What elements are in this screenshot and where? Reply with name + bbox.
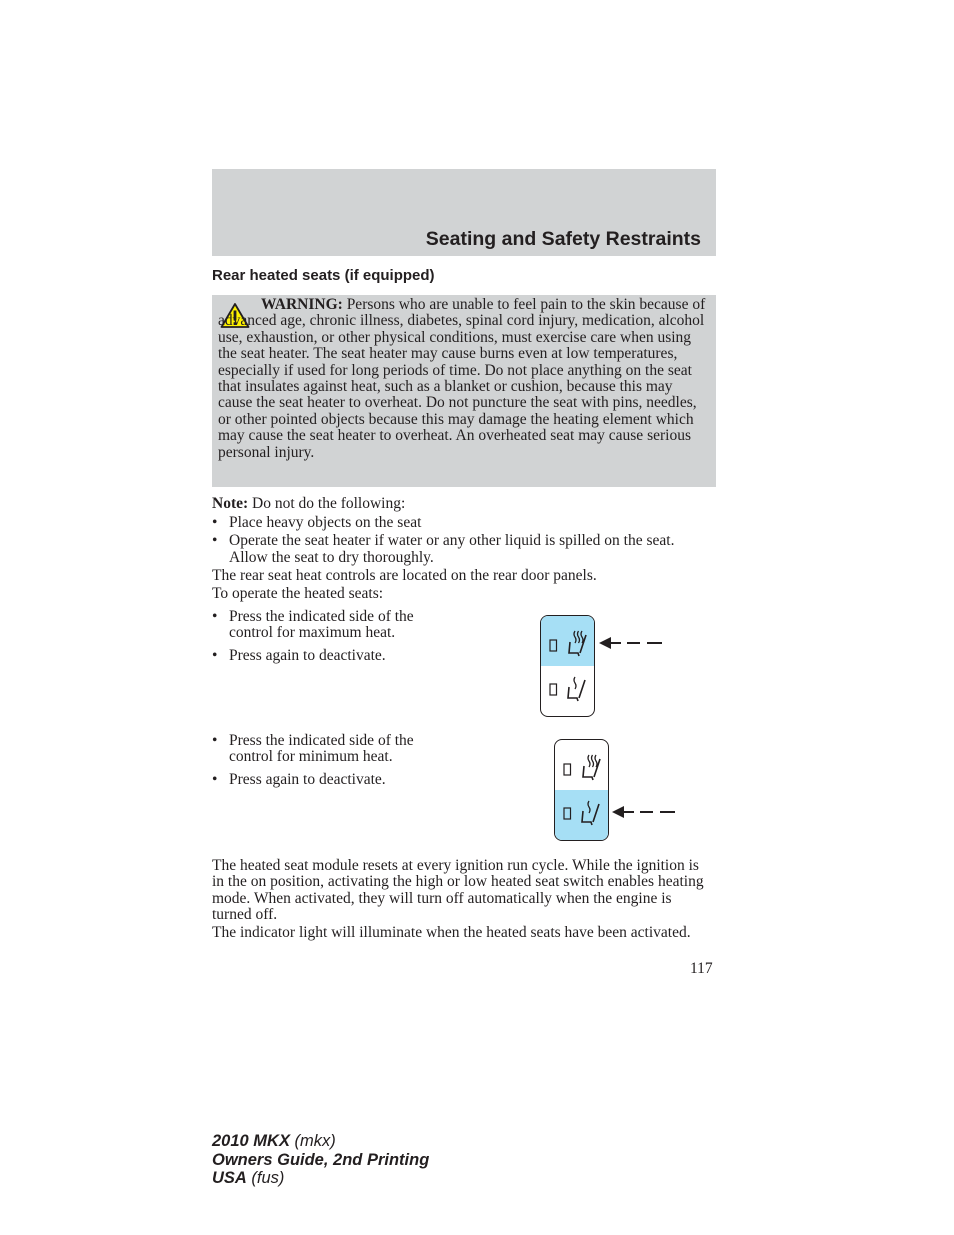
list-item: • Press the indicated side of the control for minimum heat. — [212, 733, 457, 766]
location-paragraph: The rear seat heat controls are located on the rear door panels. — [212, 567, 597, 584]
footer-model: 2010 MKX — [212, 1132, 290, 1150]
list-item: • Press again to deactivate. — [212, 648, 457, 664]
list-item: • Place heavy objects on the seat — [212, 515, 710, 532]
footer-line-2 — [212, 1151, 429, 1170]
sub-heading: Rear heated seats (if equipped) — [212, 267, 435, 284]
footer-market: USA — [212, 1169, 247, 1187]
switch-top[interactable] — [555, 740, 608, 790]
list-item: • Operate the seat heater if water or any other liquid is spilled on the seat. Allow the seat to dry thoroughly. — [212, 533, 710, 567]
seat-heat-high-icon — [541, 616, 595, 667]
footer-market-code: (fus) — [246, 1169, 285, 1187]
pointer-arrow-icon — [611, 805, 677, 821]
document-footer — [212, 1132, 429, 1188]
page-number: 117 — [690, 960, 713, 977]
warning-body: Persons who are unable to feel pain to the skin because of advanced age, chronic illness, diabetes, spinal cord injury, medication, alcohol use, exhaustion, or other physical conditions, must exercise care when using the seat heater. The seat heater may cause burns even at low temperatures, especially if used for long periods of time. Do not place anything on the seat that insulates against heat, such as a blanket or cushion, because this may cause the seat heater to overheat. Do not puncture the seat with pins, needles, or other pointed objects because this may damage the heating element which may cause the seat heater to overheat. An overheated seat may cause serious personal injury. — [218, 296, 706, 461]
pointer-arrow-icon — [598, 636, 664, 652]
seat-heat-low-icon — [555, 790, 609, 841]
warning-label: WARNING: — [261, 296, 343, 313]
list-item: • Press again to deactivate. — [212, 772, 457, 788]
switch-bottom[interactable] — [541, 666, 594, 716]
operate-paragraph: To operate the heated seats: — [212, 585, 384, 602]
note-paragraph — [212, 496, 405, 512]
seat-heat-low-icon — [541, 666, 595, 717]
indicator-paragraph: The indicator light will illuminate when the heated seats have been activated. — [212, 924, 691, 941]
list-item: • Press the indicated side of the control for maximum heat. — [212, 609, 457, 642]
footer-model-code: (mkx) — [289, 1132, 336, 1150]
switch-top-highlighted[interactable] — [541, 616, 594, 666]
footer-edition: Owners Guide, 2nd Printing — [212, 1150, 430, 1169]
min-heat-bullet-list — [212, 733, 457, 788]
note-label: Note: — [212, 495, 249, 512]
warning-text — [218, 297, 710, 461]
heated-seat-switch-max[interactable] — [540, 615, 595, 717]
note-text: Do not do the following: — [248, 495, 406, 512]
switch-bottom-highlighted[interactable] — [555, 790, 608, 840]
footer-line-3 — [212, 1169, 429, 1188]
heated-seat-switch-min[interactable] — [554, 739, 609, 841]
section-title: Seating and Safety Restraints — [425, 228, 701, 250]
module-paragraph: The heated seat module resets at every ignition run cycle. While the ignition is in the on position, activating the high or low heated seat switch enables heating mode. When activated, they will turn off automatically when the engine is turned off. — [212, 857, 704, 924]
max-heat-bullet-list — [212, 609, 457, 664]
warning-box — [212, 295, 716, 487]
note-bullet-list — [212, 515, 710, 566]
section-header-band — [212, 169, 716, 256]
seat-heat-high-icon — [555, 740, 609, 791]
footer-line-1 — [212, 1132, 429, 1151]
